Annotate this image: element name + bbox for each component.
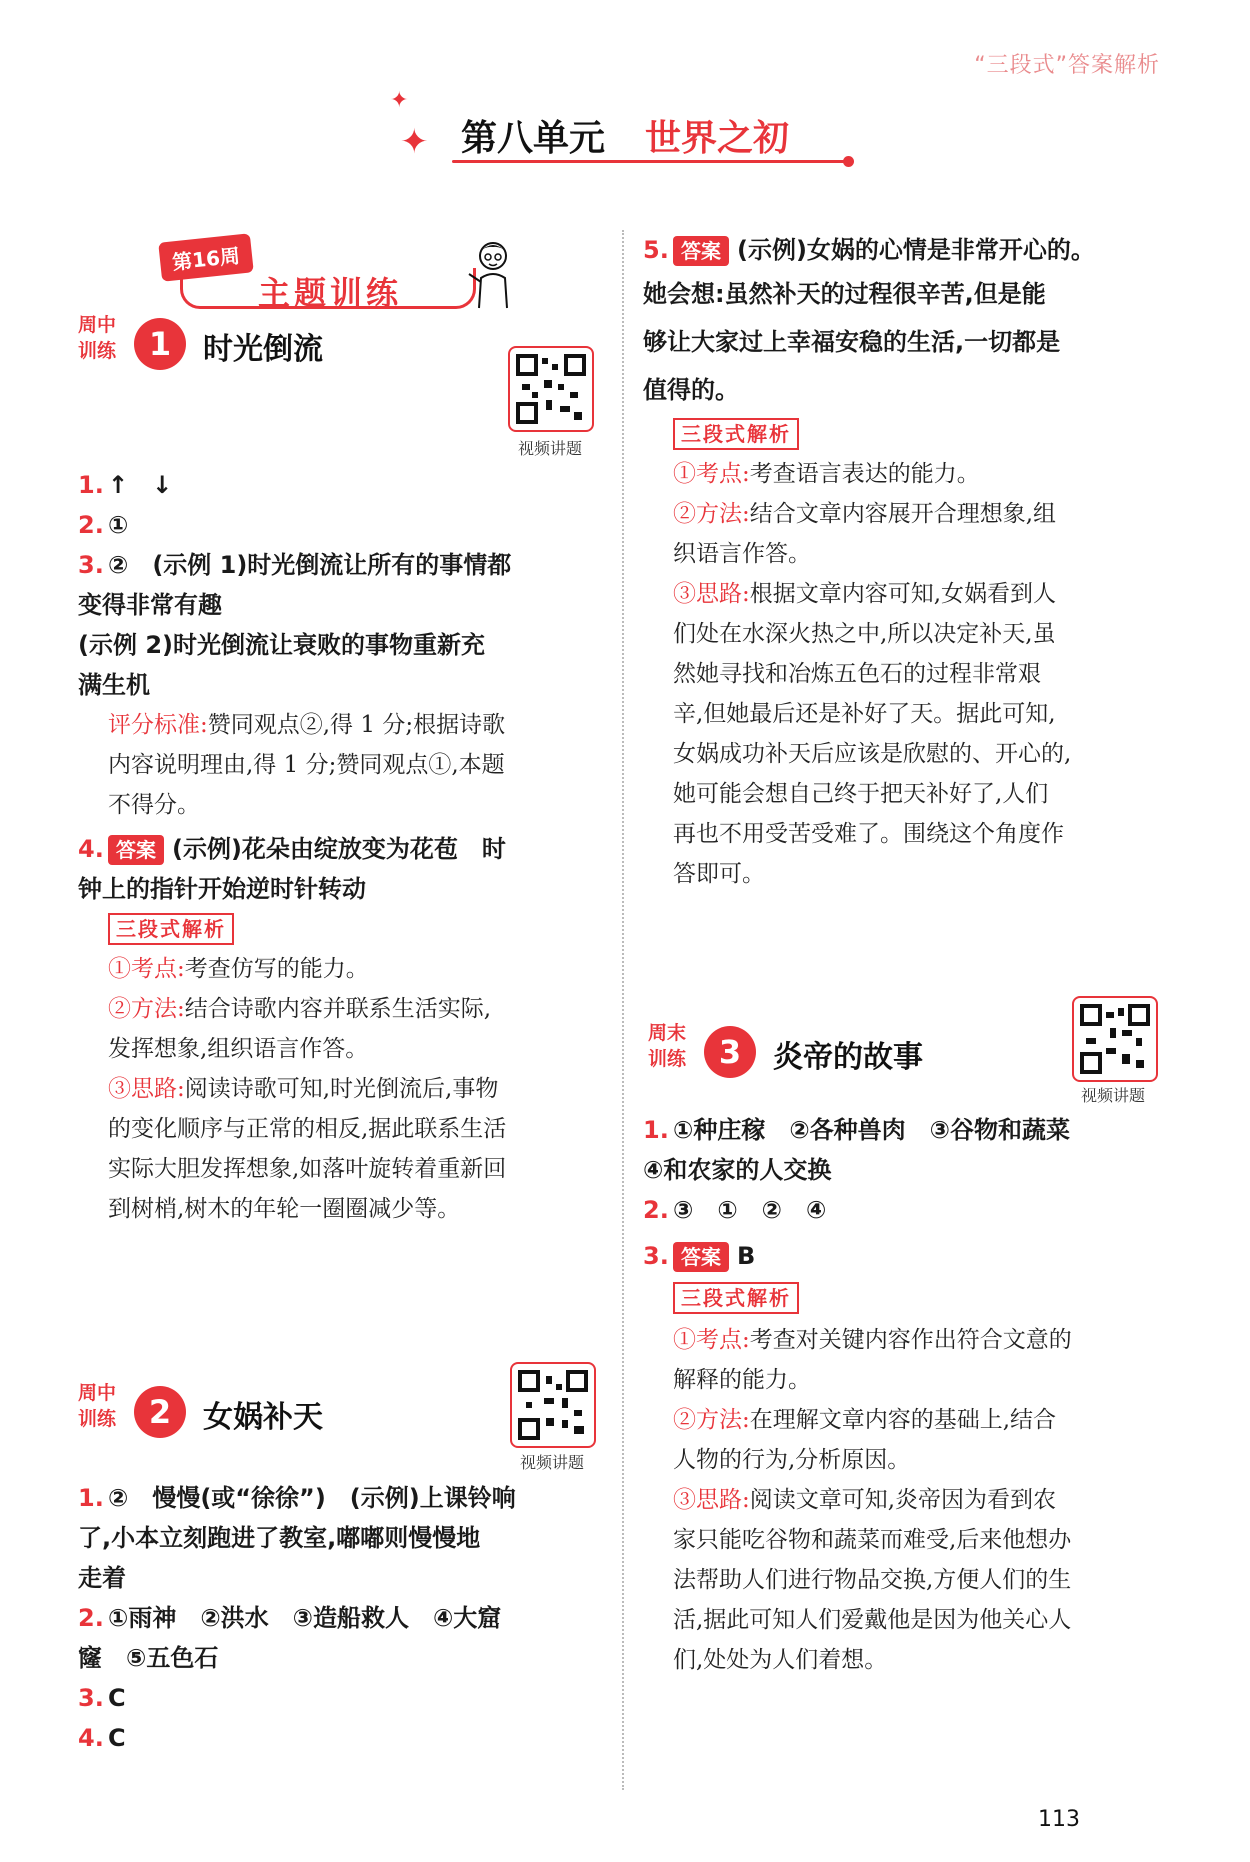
- answer-tag: 答案: [673, 1242, 729, 1272]
- week-tag: 第16周: [158, 233, 253, 281]
- answer-item: 4. C: [78, 1724, 126, 1752]
- answer-tag: 答案: [673, 236, 729, 266]
- title-underline-dot: [843, 156, 854, 167]
- section-title: 女娲补天: [203, 1400, 323, 1435]
- unit-name: 世界之初: [645, 118, 790, 159]
- analysis-tag: 三段式解析: [673, 418, 799, 450]
- section-type-label: 周末 训练: [648, 1022, 687, 1070]
- section-title: 炎帝的故事: [773, 1040, 923, 1075]
- analysis-tag: 三段式解析: [673, 1282, 799, 1314]
- section-header-2: [78, 1380, 498, 1460]
- header-series-label: “三段式”答案解析: [974, 53, 1160, 78]
- qr-code-icon: [1074, 998, 1156, 1080]
- section-3-answers: 1. ①种庄稼 ②各种兽肉 ③谷物和蔬菜 ④和农家的人交换 2. ③ ① ② ④ 3. 答案 B 三段式解析 ①考点:考查对关键内容作出符合文意的 解释的能力。 ②方法:在理解文章内容的基础上,结合 人物的行为,分析原因。 ③思路:阅读文章可知,炎帝因为看到农 家只能吃谷物和蔬菜而难受,后来他想办 法帮助人们进行物品交换,方便人们的生 活,据此可知人们爱戴他是因为他关心人 们,处处为人们着想。: [643, 1110, 1183, 1680]
- qr-code-icon: [512, 1364, 594, 1446]
- section-type-label: 周中 训练: [78, 314, 117, 362]
- answer-item: 1. ② 慢慢(或“徐徐”) (示例)上课铃响: [78, 1484, 516, 1512]
- page-number: 113: [1038, 1807, 1080, 1832]
- section-2-answer-5: 5. 答案 (示例)女娲的心情是非常开心的。 她会想:虽然补天的过程很辛苦,但是能 够让大家过上幸福安稳的生活,一切都是 值得的。 三段式解析 ①考点:考查语言表达的能力。 ②方法:结合文章内容展开合理想象,组 织语言作答。 ③思路:根据文章内容可知,女娲看到人 们处在水深火热之中,所以决定补天,虽 然她寻找和冶炼五色石的过程非常艰 辛,但她最后还是补好了天。据此可知, 女娲成功补天后应该是欣慰的、开心的, 她可能会想自己终于把天补好了,人们 再也不用受苦受难了。围绕这个角度作 答即可。: [643, 230, 1173, 894]
- sparkle-icon: ✦: [390, 88, 409, 113]
- qr-code[interactable]: [1072, 996, 1158, 1082]
- section-title: 时光倒流: [203, 332, 323, 367]
- week-title: 主题训练: [258, 274, 403, 312]
- section-1-answers: 1. ↑ ↓ 2. ① 3. ② (示例 1)时光倒流让所有的事情都 变得非常有趣 (示例 2)时光倒流让衰败的事物重新充 满生机 评分标准:赞同观点②,得 1 分;根据诗歌 内容说明理由,得 1 分;赞同观点①,本题 不得分。 4. 答案 (示例)花朵由绽放变为花苞 时 钟上的指针开始逆时针转动 三段式解析 ①考点:考查仿写的能力。 ②方法:结合诗歌内容并联系生活实际, 发挥想象,组织语言作答。 ③思路:阅读诗歌可知,时光倒流后,事物 的变化顺序与正常的相反,据此联系生活 实际大胆发挥想象,如落叶旋转着重新回 到树梢,树木的年轮一圈圈减少等。: [78, 465, 608, 1229]
- answer-item: 3. C: [78, 1684, 126, 1712]
- section-number: 1: [134, 318, 186, 370]
- column-divider: [622, 230, 624, 1790]
- section-type-label: 周中 训练: [78, 1382, 117, 1430]
- answer-item: 2. ①: [78, 511, 129, 539]
- section-2-answers: 1. ② 慢慢(或“徐徐”) (示例)上课铃响 了,小本立刻跑进了教室,嘟嘟则慢慢地 走着 2. ①雨神 ②洪水 ③造船救人 ④大窟 窿 ⑤五色石 3. C 4. C: [78, 1478, 608, 1758]
- unit-number: 第八单元: [460, 118, 605, 159]
- qr-code-icon: [510, 348, 592, 430]
- sparkle-icon: ✦: [400, 122, 429, 162]
- qr-label: 视频讲题: [1080, 1086, 1145, 1105]
- score-label: 评分标准:: [108, 712, 208, 738]
- teacher-icon: [465, 240, 515, 310]
- answer-item: 2. ①雨神 ②洪水 ③造船救人 ④大窟: [78, 1604, 502, 1632]
- section-number: 2: [134, 1386, 186, 1438]
- section-header-3: [648, 1020, 1068, 1100]
- qr-label: 视频讲题: [517, 439, 582, 458]
- answer-item: 5. 答案 (示例)女娲的心情是非常开心的。: [643, 236, 1095, 264]
- answer-item: 4. 答案 (示例)花朵由绽放变为花苞 时: [78, 835, 506, 863]
- page-title: [0, 110, 1250, 161]
- answer-tag: 答案: [108, 835, 164, 865]
- answer-item: 1. ①种庄稼 ②各种兽肉 ③谷物和蔬菜: [643, 1116, 1070, 1144]
- answer-item: 3. 答案 B: [643, 1242, 756, 1270]
- qr-label: 视频讲题: [519, 1453, 584, 1472]
- analysis-tag: 三段式解析: [108, 913, 234, 945]
- week-badge: [160, 238, 490, 318]
- answer-item: 2. ③ ① ② ④: [643, 1196, 827, 1224]
- answer-item: 1. ↑ ↓: [78, 471, 173, 499]
- title-underline: [452, 160, 850, 163]
- qr-code[interactable]: [510, 1362, 596, 1448]
- section-header-1: [78, 312, 498, 392]
- section-number: 3: [704, 1026, 756, 1078]
- qr-code[interactable]: [508, 346, 594, 432]
- answer-item: 3. ② (示例 1)时光倒流让所有的事情都: [78, 551, 512, 579]
